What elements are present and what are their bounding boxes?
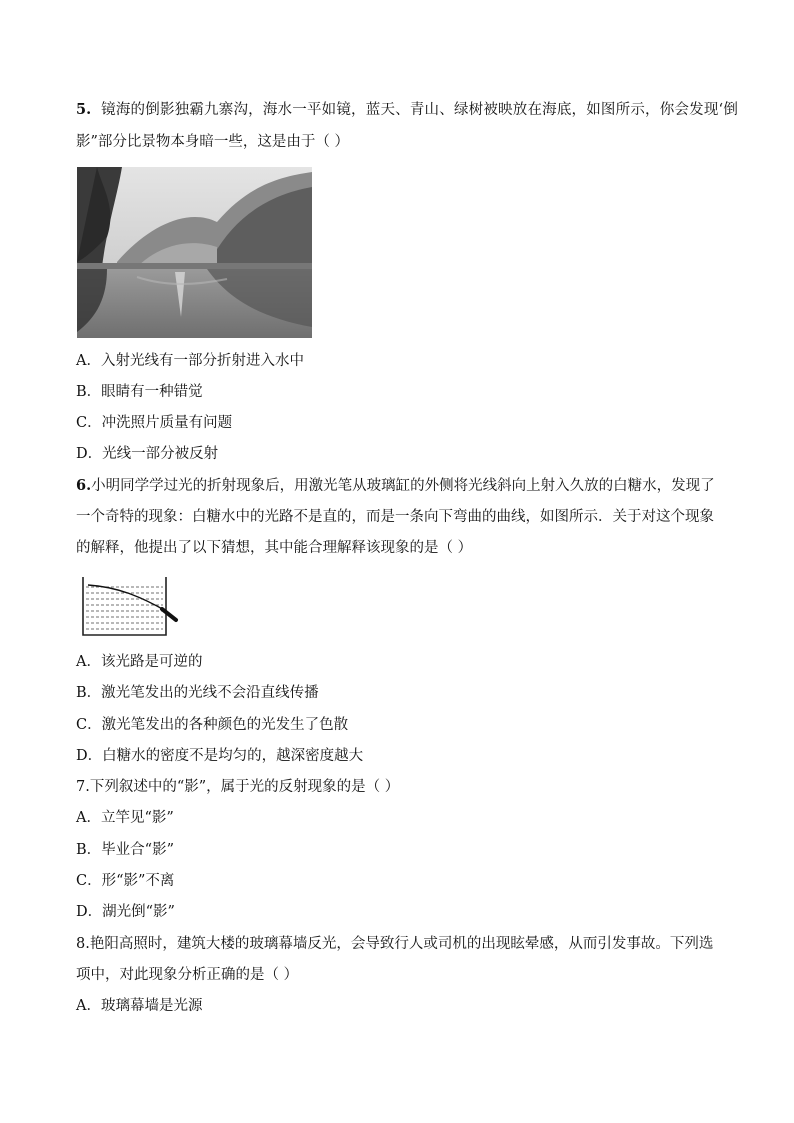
question-6-option-c: C．激光笔发出的各种颜色的光发生了色散 (76, 717, 349, 733)
lake-reflection-image (77, 167, 312, 338)
question-7-option-b: B．毕业合“影” (76, 842, 174, 858)
question-5-option-b: B．眼睛有一种错觉 (76, 384, 203, 400)
laser-pen-icon (162, 609, 176, 620)
question-8-stem-line-1: 8.艳阳高照时，建筑大楼的玻璃幕墙反光，会导致行人或司机的出现眩晕感，从而引发事故。下列选 (76, 936, 714, 952)
laser-tank-figure (80, 575, 180, 637)
question-5-option-d: D．光线一部分被反射 (76, 446, 219, 462)
question-6-stem-line-3: 的解释，他提出了以下猜想，其中能合理解释该现象的是（ ） (76, 540, 473, 556)
question-7-option-a: A．立竿见“影” (76, 810, 174, 826)
question-6-option-a: A．该光路是可逆的 (76, 654, 203, 670)
question-5-option-c: C．冲洗照片质量有问题 (76, 415, 233, 431)
question-6-number: 6. (76, 477, 92, 494)
question-5-option-a: A．入射光线有一部分折射进入水中 (76, 353, 304, 369)
question-8-option-a: A．玻璃幕墙是光源 (76, 998, 203, 1014)
question-5-stem-line-2: 影”部分比景物本身暗一些，这是由于（ ） (76, 134, 350, 150)
question-6-option-b: B．激光笔发出的光线不会沿直线传播 (76, 685, 319, 701)
question-7-stem: 7.下列叙述中的“影”，属于光的反射现象的是（ ） (76, 779, 400, 795)
curved-light-path (88, 585, 166, 611)
lake-reflection-photo (77, 167, 312, 338)
question-6-stem-line-2: 一个奇特的现象：白糖水中的光路不是直的，而是一条向下弯曲的曲线，如图所示．关于对这个现象 (76, 509, 714, 525)
question-7-number: 7. (76, 779, 90, 795)
question-6-stem-line-1: 6.小明同学学过光的折射现象后，用激光笔从玻璃缸的外侧将光线斜向上射入久放的白糖水，发现了 (76, 477, 715, 494)
question-6-option-d: D．白糖水的密度不是均匀的，越深密度越大 (76, 748, 364, 764)
question-5-stem-line-1: 5. 镜海的倒影独霸九寨沟，海水一平如镜，蓝天、青山、绿树被映放在海底，如图所示，你会发现‘倒 (76, 101, 739, 118)
question-8-number: 8. (76, 936, 90, 952)
question-8-stem-line-2: 项中，对此现象分析正确的是（ ） (76, 967, 299, 983)
question-7-option-d: D．湖光倒“影” (76, 904, 175, 920)
question-7-option-c: C．形“影”不离 (76, 873, 175, 889)
question-5-number: 5. (76, 101, 92, 118)
sugar-water-tank-diagram (80, 575, 180, 637)
